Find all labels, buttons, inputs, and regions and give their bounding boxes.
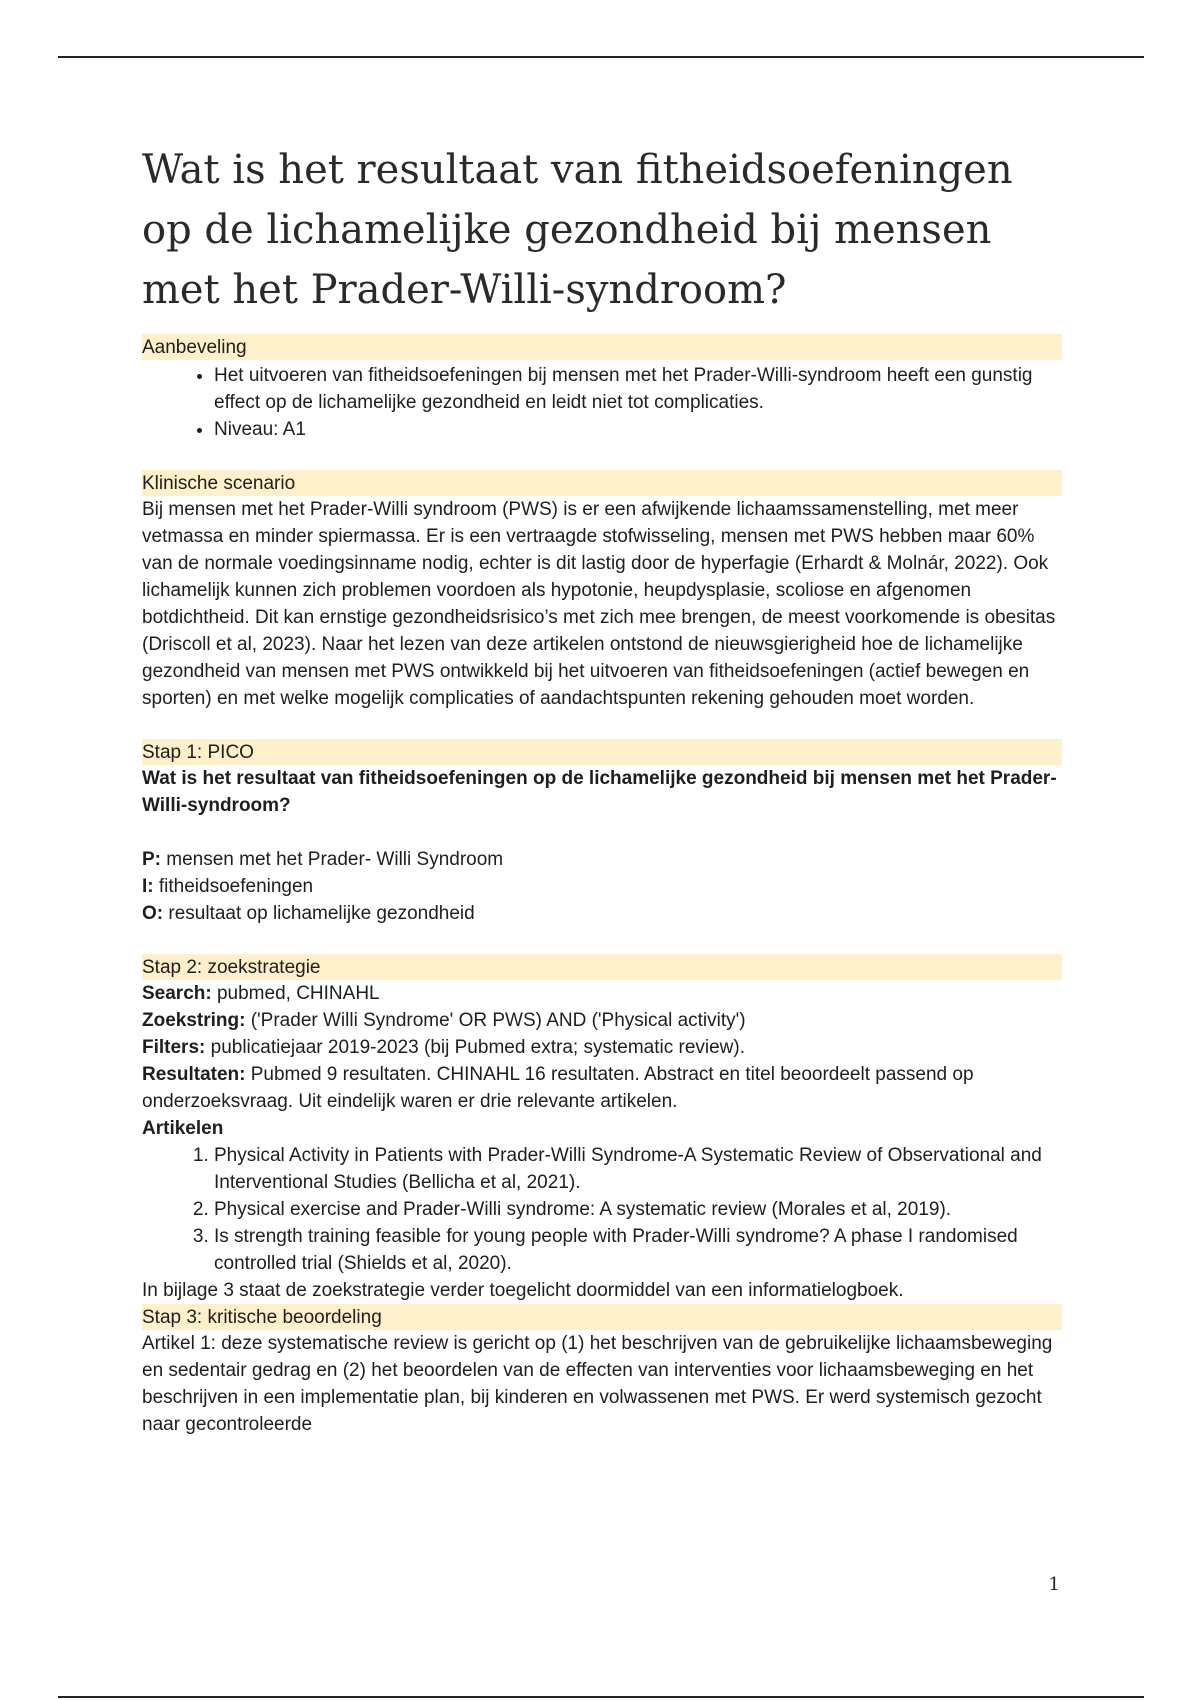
section-aanbeveling: [142, 334, 1062, 443]
zoekstring-line: [142, 1007, 1062, 1034]
pico-i: [142, 873, 1062, 900]
document-body: [142, 140, 1062, 1438]
list-item: 2. Physical exercise and Prader-Willi syndrome: A systematic review (Morales et al, 2019).: [214, 1196, 1062, 1223]
section-klinisch: [142, 470, 1062, 712]
search-label: Search:: [142, 983, 212, 1004]
heading-klinisch: Klinische scenario: [142, 470, 1062, 496]
list-item: 1. Physical Activity in Patients with Prader-Willi Syndrome-A Systematic Review of Observational and Interventional Studies (Bellicha et al, 2021).: [214, 1142, 1062, 1196]
zoekstring-text: ('Prader Willi Syndrome' OR PWS) AND ('Physical activity'): [245, 1010, 746, 1031]
heading-stap1: Stap 1: PICO: [142, 739, 1062, 765]
filters-line: [142, 1034, 1062, 1061]
pico-p: [142, 846, 1062, 873]
filters-text: publicatiejaar 2019-2023 (bij Pubmed extra; systematic review).: [205, 1037, 746, 1058]
spacer: [142, 443, 1062, 470]
top-rule: [58, 56, 1144, 58]
pico-o-text: resultaat op lichamelijke gezondheid: [163, 903, 475, 924]
artikelen-list: [142, 1142, 1062, 1277]
section-stap3: [142, 1304, 1062, 1438]
filters-label: Filters:: [142, 1037, 206, 1058]
zoekstring-label: Zoekstring:: [142, 1010, 246, 1031]
pico-i-label: I:: [142, 876, 154, 897]
artikelen-label: Artikelen: [142, 1118, 224, 1139]
pico-p-text: mensen met het Prader- Willi Syndroom: [161, 849, 504, 870]
spacer: [142, 819, 1062, 846]
klinisch-text: Bij mensen met het Prader-Willi syndroom (PWS) is er een afwijkende lichaamssamenstelling, met meer vetmassa en minder spiermassa. Er is een vertraagde stofwisseling, mensen met PWS hebben maar 60% van de normale voedingsinname nodig, echter is dit lastig door de hyperfagie (Erhardt & Molnár, 2022). Ook lichamelijk kunnen zich problemen voordoen als hypotonie, heupdysplasie, scoliose en afgenomen botdichtheid. Dit kan ernstige gezondheidsrisico’s met zich mee brengen, de meest voorkomende is obesitas (Driscoll et al, 2023). Naar het lezen van deze artikelen ontstond de nieuwsgierigheid hoe de lichamelijke gezondheid van mensen met PWS ontwikkeld bij het uitvoeren van fitheidsoefeningen (actief bewegen en sporten) en met welke mogelijk complicaties of aandachtspunten rekening gehouden moet worden.: [142, 499, 1056, 709]
aanbeveling-list: [142, 362, 1062, 443]
heading-aanbeveling: Aanbeveling: [142, 334, 1062, 360]
search-text: pubmed, CHINAHL: [211, 983, 380, 1004]
heading-stap2: Stap 2: zoekstrategie: [142, 954, 1062, 980]
bottom-rule: [58, 1696, 1144, 1698]
pico-o: [142, 900, 1062, 927]
stap3-text: Artikel 1: deze systematische review is gericht op (1) het beschrijven van de gebruikelijke lichaamsbeweging en sedentair gedrag en (2) het beoordelen van de effecten van interventies voor lichaamsbeweging en het beschrijven in een implementatie plan, bij kinderen en volwassenen met PWS. Er werd systemisch gezocht naar gecontroleerde: [142, 1333, 1053, 1435]
spacer: [142, 712, 1062, 739]
list-item: • Het uitvoeren van fitheidsoefeningen bij mensen met het Prader-Willi-syndroom heeft een gunstig effect op de lichamelijke gezondheid en leidt niet tot complicaties.: [214, 362, 1062, 416]
list-item: 3. Is strength training feasible for young people with Prader-Willi syndrome? A phase I randomised controlled trial (Shields et al, 2020).: [214, 1223, 1062, 1277]
resultaten-label: Resultaten:: [142, 1064, 246, 1085]
pico-p-label: P:: [142, 849, 161, 870]
pico-i-text: fitheidsoefeningen: [153, 876, 314, 897]
resultaten-text: Pubmed 9 resultaten. CHINAHL 16 resultaten. Abstract en titel beoordeelt passend op onderzoeksvraag. Uit eindelijk waren er drie relevante artikelen.: [142, 1064, 974, 1112]
resultaten-line: [142, 1061, 1062, 1115]
section-stap1: [142, 739, 1062, 927]
bijlage-text: In bijlage 3 staat de zoekstrategie verder toegelicht doormiddel van een informatielogboek.: [142, 1280, 904, 1301]
search-line: [142, 980, 1062, 1007]
section-stap2: [142, 954, 1062, 1304]
list-item: • Niveau: A1: [214, 416, 1062, 443]
spacer: [142, 927, 1062, 954]
pico-question: Wat is het resultaat van fitheidsoefeningen op de lichamelijke gezondheid bij mensen met het Prader- Willi-syndroom?: [142, 768, 1057, 816]
page-number: 1: [1048, 1574, 1060, 1595]
page-title: Wat is het resultaat van fitheidsoefeningen op de lichamelijke gezondheid bij mensen met het Prader-Willi-syndroom?: [142, 147, 1013, 313]
pico-o-label: O:: [142, 903, 164, 924]
heading-stap3: Stap 3: kritische beoordeling: [142, 1304, 1062, 1330]
